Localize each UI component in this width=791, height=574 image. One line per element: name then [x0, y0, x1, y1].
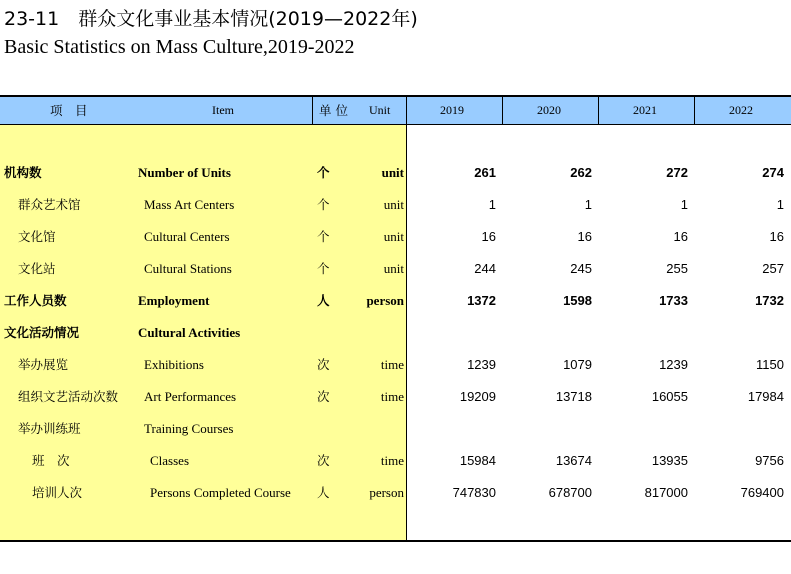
cell-2021: 16 [673, 229, 688, 244]
cell-2022: 1150 [756, 357, 784, 372]
header-divider [406, 97, 407, 125]
header-year-2019: 2019 [440, 103, 464, 117]
cell-2020: 245 [570, 261, 592, 276]
row-label-en: Classes [150, 453, 189, 468]
row-label-en: Cultural Stations [144, 261, 232, 276]
row-unit-en: unit [383, 229, 404, 244]
row-unit-cn: 次 [317, 453, 330, 468]
cell-2022: 17984 [747, 389, 784, 404]
row-unit-en: time [380, 389, 404, 404]
cell-2019: 1 [488, 197, 496, 212]
table-row [0, 253, 791, 285]
row-label-cn: 工作人员数 [4, 293, 67, 308]
cell-2021: 272 [666, 165, 688, 180]
row-label-cn: 班 次 [32, 453, 70, 468]
row-unit-cn: 个 [317, 165, 330, 180]
table-row [0, 445, 791, 477]
row-unit-cn: 个 [317, 229, 330, 244]
row-label-cn: 举办展览 [18, 357, 69, 372]
row-label-en: Art Performances [144, 389, 237, 404]
table-row [0, 157, 791, 189]
row-unit-en: person [369, 485, 404, 500]
row-unit-cn: 人 [317, 485, 330, 500]
row-unit-en: unit [383, 197, 404, 212]
cell-2021: 13935 [651, 453, 688, 468]
row-label-cn: 文化站 [18, 261, 56, 276]
row-label-cn: 文化活动情况 [4, 325, 80, 340]
cell-2020: 1598 [563, 293, 592, 308]
header-unit-en: Unit [369, 103, 391, 117]
cell-2020: 13674 [555, 453, 592, 468]
cell-2019: 747830 [452, 485, 496, 500]
row-unit-en: person [366, 293, 404, 308]
table-header [0, 95, 791, 125]
cell-2021: 1733 [659, 293, 688, 308]
header-divider [694, 97, 695, 125]
table-row [0, 349, 791, 381]
cell-2021: 817000 [644, 485, 688, 500]
row-label-en: Mass Art Centers [144, 197, 235, 212]
row-unit-en: unit [381, 165, 404, 180]
row-label-cn: 文化馆 [18, 229, 56, 244]
cell-2022: 769400 [740, 485, 784, 500]
header-divider [598, 97, 599, 125]
row-label-en: Training Courses [144, 421, 234, 436]
header-year-2022: 2022 [729, 103, 753, 117]
header-item-en: Item [212, 103, 234, 117]
row-label-cn: 组织文艺活动次数 [18, 389, 119, 404]
cell-2020: 678700 [548, 485, 592, 500]
table-title-en: Basic Statistics on Mass Culture,2019-2022 [4, 36, 355, 58]
row-unit-en: unit [383, 261, 404, 276]
table-title-cn: 23-11 群众文化事业基本情况(2019—2022年) [4, 8, 418, 30]
row-unit-en: time [380, 453, 404, 468]
cell-2019: 1239 [467, 357, 496, 372]
row-label-en: Employment [138, 293, 210, 308]
cell-2022: 1732 [755, 293, 784, 308]
cell-2022: 1 [776, 197, 784, 212]
cell-2019: 16 [481, 229, 496, 244]
row-unit-en: time [380, 357, 404, 372]
cell-2021: 1 [680, 197, 688, 212]
table-row [0, 477, 791, 509]
table-row [0, 413, 791, 445]
cell-2019: 244 [474, 261, 496, 276]
header-year-2020: 2020 [537, 103, 561, 117]
row-unit-cn: 个 [317, 261, 330, 276]
table-row [0, 317, 791, 349]
row-label-en: Exhibitions [144, 357, 204, 372]
row-label-en: Number of Units [138, 165, 231, 180]
cell-2020: 262 [570, 165, 592, 180]
cell-2019: 261 [474, 165, 496, 180]
row-label-en: Cultural Centers [144, 229, 230, 244]
cell-2022: 257 [762, 261, 784, 276]
cell-2021: 16055 [651, 389, 688, 404]
table-row [0, 285, 791, 317]
header-unit-cn: 单 位 [319, 103, 348, 118]
cell-2020: 16 [577, 229, 592, 244]
cell-2020: 1 [584, 197, 592, 212]
header-item-cn: 项 目 [50, 103, 88, 118]
row-unit-cn: 个 [317, 197, 330, 212]
row-label-cn: 机构数 [4, 165, 42, 180]
cell-2019: 15984 [459, 453, 496, 468]
cell-2021: 255 [666, 261, 688, 276]
row-label-cn: 培训人次 [32, 485, 83, 500]
table-row [0, 189, 791, 221]
row-label-cn: 群众艺术馆 [18, 197, 81, 212]
cell-2019: 19209 [459, 389, 496, 404]
row-unit-cn: 次 [317, 357, 330, 372]
cell-2021: 1239 [659, 357, 688, 372]
table-row [0, 221, 791, 253]
row-label-en: Cultural Activities [138, 325, 241, 340]
cell-2022: 9756 [755, 453, 784, 468]
table-bottom-border [0, 540, 791, 542]
row-label-cn: 举办训练班 [18, 421, 81, 436]
cell-2019: 1372 [467, 293, 496, 308]
table-row [0, 381, 791, 413]
row-unit-cn: 人 [317, 293, 330, 308]
header-divider [502, 97, 503, 125]
cell-2022: 274 [762, 165, 784, 180]
cell-2020: 13718 [555, 389, 592, 404]
header-year-2021: 2021 [633, 103, 657, 117]
header-divider [312, 97, 313, 125]
row-label-en: Persons Completed Course [150, 485, 291, 500]
cell-2020: 1079 [563, 357, 592, 372]
row-unit-cn: 次 [317, 389, 330, 404]
cell-2022: 16 [769, 229, 784, 244]
